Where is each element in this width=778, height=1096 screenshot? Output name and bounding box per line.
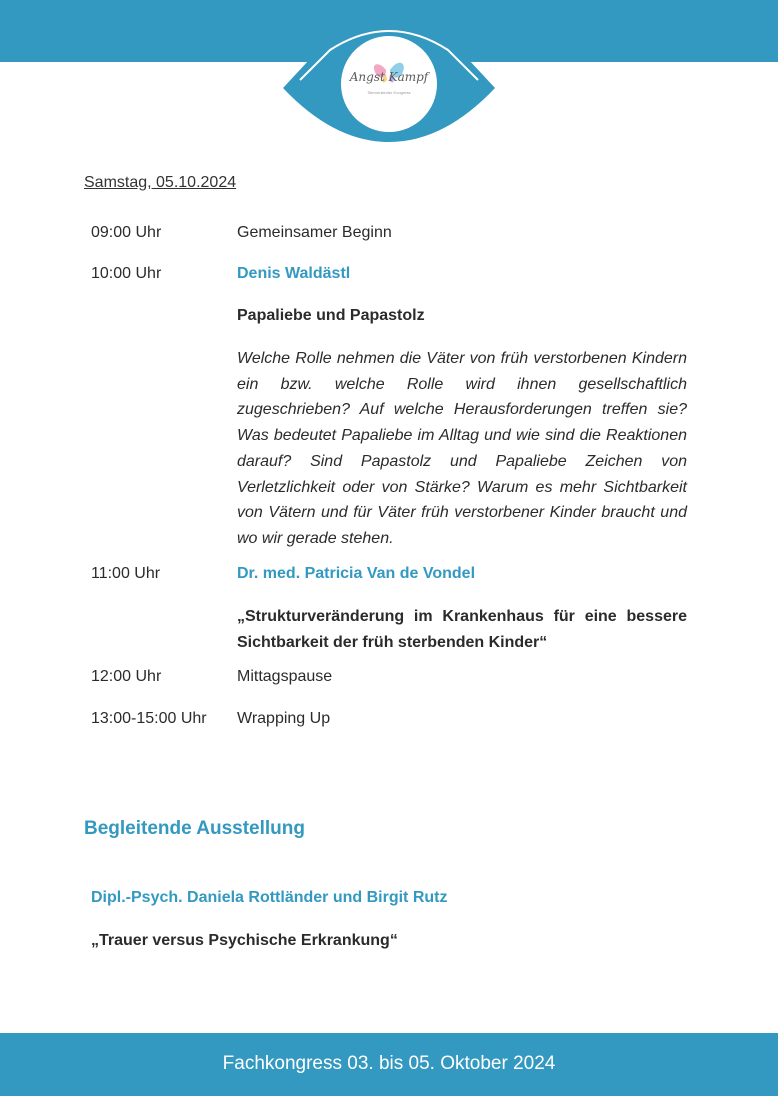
logo-wordmark: Angst Kampf [349, 70, 429, 84]
time-slot: 10:00 Uhr [91, 265, 162, 282]
session-title: Wrapping Up [237, 710, 331, 727]
time-slot: 13:00-15:00 Uhr [91, 710, 207, 727]
speaker-name: Dr. med. Patricia Van de Vondel [237, 565, 476, 582]
session-title: Gemeinsamer Beginn [237, 224, 392, 241]
logo-subtitle: Sternenkinder Kongress [367, 90, 411, 95]
talk-title: „Strukturveränderung im Krankenhaus für eine bessere Sichtbarkeit der früh sterbenden Kinder“ [237, 608, 687, 651]
speaker-name: Denis Waldästl [237, 265, 351, 282]
exhibition-heading: Begleitende Ausstellung [84, 818, 305, 839]
footer-text: Fachkongress 03. bis 05. Oktober 2024 [222, 1053, 556, 1074]
time-slot: 12:00 Uhr [91, 668, 162, 685]
talk-title: Papaliebe und Papastolz [237, 307, 425, 324]
footer-bar [0, 1033, 778, 1096]
time-slot: 09:00 Uhr [91, 224, 162, 241]
exhibition-title: „Trauer versus Psychische Erkrankung“ [91, 932, 398, 949]
session-title: Mittagspause [237, 668, 333, 685]
time-slot: 11:00 Uhr [91, 565, 161, 582]
day-date: Samstag, 05.10.2024 [84, 174, 237, 191]
talk-description: Welche Rolle nehmen die Väter von früh verstorbenen Kindern ein bzw. welche Rolle wird ihnen gesellschaftlich zugeschrieben? Auf welche Herausforderungen treffen sie? Was bedeutet Papaliebe im Alltag und wie sind die Reaktionen darauf? Sind Papastolz und Papaliebe Zeichen von Verletzlichkeit oder von Stärke? Warum es mehr Sichtbarkeit von Vätern und für Väter früh verstorbener Kinder braucht und wo wir gerade stehen. [237, 350, 687, 547]
exhibition-speakers: Dipl.-Psych. Daniela Rottländer und Birgit Rutz [91, 889, 448, 906]
